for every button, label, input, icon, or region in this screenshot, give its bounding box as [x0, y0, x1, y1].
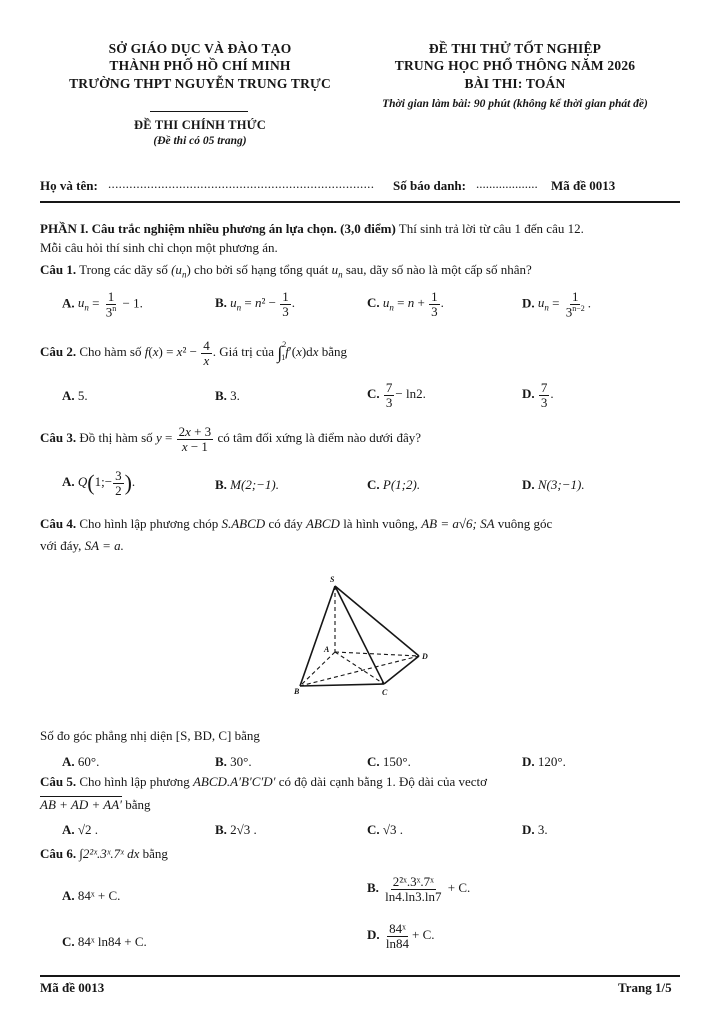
q1-stem — [40, 262, 532, 280]
q6-text-b: bằng — [139, 846, 168, 861]
q3-stem: Câu 3. Đồ thị hàm số y = $\frac{2x + 3}{x - 1}$ có tâm đối xứng là điểm nào dưới đây? — [40, 424, 422, 454]
q3-option-d[interactable]: D. N(3;−1). — [522, 477, 585, 492]
q4-option-d[interactable]: D. 120°. — [522, 754, 566, 769]
id-label: Số báo danh: — [393, 178, 466, 193]
q2-stem: Câu 2. Cho hàm số f(x) = x² − $\frac{4}{x}$ . Giá trị của ∫$^2_1$f′(x)dx bằng — [40, 338, 347, 368]
q5-text: Cho hình lập phương — [76, 774, 193, 789]
q4-base: ABCD — [305, 516, 340, 531]
q1-option-c[interactable]: C. $u_n = n$ + $\frac{1}{3}$ . — [367, 289, 444, 319]
q3-option-a[interactable]: A. Q(1;− $\frac{3}{2}$ ). — [62, 468, 136, 498]
q4-question: Số đo góc phẳng nhị diện [S, BD, C] bằng — [40, 728, 260, 743]
q5-option-b[interactable]: B. 2√3 . — [215, 822, 257, 837]
q1-text-c: sau, dãy số nào là một cấp số nhân? — [342, 262, 532, 277]
q6-integral: ∫2²ˣ.3ˣ.7ˣ dx — [79, 846, 140, 861]
edge-cd — [384, 656, 419, 684]
point-a: A — [324, 645, 330, 654]
footer-page: Trang 1/5 — [618, 980, 672, 995]
school-name: TRƯỜNG THPT NGUYỄN TRUNG TRỰC — [69, 76, 331, 91]
part1-desc2: Mỗi câu hỏi thí sinh chỉ chọn một phương án. — [40, 240, 278, 255]
q1-option-b[interactable]: B. $u_n = n^2$ − $\frac{1}{3}$ . — [215, 289, 295, 319]
q5-cube: ABCD.A′B′C′D′ — [192, 774, 276, 789]
q3-label: Câu 3. — [40, 430, 77, 446]
q5-stem-2 — [40, 797, 151, 813]
q4-stem-2 — [40, 538, 124, 554]
edge-ad — [335, 652, 419, 656]
name-label: Họ và tên: — [40, 178, 98, 193]
edge-sc — [335, 586, 384, 684]
q5-text-c: bằng — [122, 797, 151, 812]
q5-option-d[interactable]: D. 3. — [522, 822, 548, 837]
q4-text-e: vuông góc — [494, 516, 553, 531]
q2-text: Cho hàm số — [76, 344, 145, 360]
pyramid-figure — [290, 572, 440, 702]
q5-option-a[interactable]: A. √2 . — [62, 822, 99, 837]
q4-option-a[interactable]: A. 60°. — [62, 754, 100, 769]
info-rule — [40, 201, 680, 203]
q1-text-b: ) cho bởi số hạng tổng quát — [186, 262, 332, 277]
q2-label: Câu 2. — [40, 344, 77, 360]
header-divider — [150, 111, 248, 112]
q5-option-c[interactable]: C. √3 . — [367, 822, 404, 837]
q5-label: Câu 5. — [40, 774, 77, 789]
q1-option-d[interactable]: D. $u_n$ = $\frac{1}{3^{n-2}}$ . — [522, 289, 591, 319]
footer-rule — [40, 975, 680, 977]
point-d: D — [422, 652, 428, 661]
point-s: S — [330, 575, 335, 584]
q5-vector: AB + AD + AA′ — [40, 797, 123, 812]
exam-title: ĐỀ THI THỬ TỐT NGHIỆP — [428, 41, 602, 56]
part1-desc: Thí sinh trả lời từ câu 1 đến câu 12. — [395, 221, 584, 236]
name-blank: ........................................................................... — [108, 176, 375, 191]
q2-option-d[interactable]: D. $\frac{7}{3}$ . — [522, 380, 554, 410]
q3-option-c[interactable]: C. P(1;2). — [367, 477, 421, 492]
q6-option-c[interactable]: C. 84ˣ ln84 + C. — [62, 934, 147, 949]
q4-text-b: có đáy — [265, 516, 306, 531]
time-note: Thời gian làm bài: 90 phút (không kể thời gian phát đề) — [382, 98, 648, 110]
q1-option-a[interactable]: A. $u_n$ = $\frac{1}{3^n}$ − 1. — [62, 289, 143, 319]
q1-seq: ($u_n$ — [171, 262, 187, 280]
q4-ab: AB = a√6; — [421, 516, 477, 531]
q4-option-b[interactable]: B. 30°. — [215, 754, 252, 769]
q2-text-c: bằng — [318, 344, 347, 360]
q3-text: Đồ thị hàm số — [76, 430, 156, 446]
point-c: C — [382, 688, 388, 697]
q6-stem — [40, 846, 168, 862]
q6-label: Câu 6. — [40, 846, 77, 861]
footer-code: Mã đề 0013 — [40, 980, 105, 995]
q4-text-c: là hình vuông, — [339, 516, 422, 531]
q2-option-a[interactable]: A. 5. — [62, 388, 88, 403]
part1-title: PHẦN I. Câu trắc nghiệm nhiều phương án lựa chọn. (3,0 điểm) — [40, 221, 396, 236]
q1-un: $u_n$ — [331, 262, 343, 280]
dept-name: SỞ GIÁO DỤC VÀ ĐÀO TẠO — [108, 41, 292, 56]
city-name: THÀNH PHỐ HỒ CHÍ MINH — [109, 58, 291, 73]
edge-bc — [300, 684, 384, 686]
q6-option-b[interactable]: B. $\frac{\text{2²ˣ.3ˣ.7ˣ}}{\ln 4.\ln 3.\ln 7}$ + C. — [367, 874, 471, 904]
exam-level: TRUNG HỌC PHỔ THÔNG NĂM 2026 — [394, 58, 636, 73]
official-label: ĐỀ THI CHÍNH THỨC — [133, 118, 266, 132]
pages-note: (Đề thi có 05 trang) — [153, 135, 247, 147]
q4-pyramid: S.ABCD — [221, 516, 266, 531]
q4-line2: với đáy, — [40, 538, 85, 553]
q6-option-a[interactable]: A. 84ˣ + C. — [62, 888, 121, 903]
q4-text: Cho hình lập phương chóp — [76, 516, 222, 531]
q5-stem — [40, 774, 487, 790]
q2-text-b: . Giá trị của — [212, 344, 278, 360]
q1-label: Câu 1. — [40, 262, 77, 277]
q4-option-c[interactable]: C. 150°. — [367, 754, 411, 769]
q4-sa: SA = a. — [84, 538, 124, 553]
edge-sb — [300, 586, 335, 686]
q2-option-b[interactable]: B. 3. — [215, 388, 240, 403]
q3-option-b[interactable]: B. M(2;−1). — [215, 477, 280, 492]
q6-option-d[interactable]: D. $\frac{\text{84ˣ}}{\ln 84}$ + C. — [367, 921, 435, 951]
part1-heading — [40, 221, 584, 237]
q5-text-b: có độ dài cạnh bằng 1. Độ dài của vectơ — [275, 774, 488, 789]
q3-text-b: có tâm đối xứng là điểm nào dưới đây? — [214, 430, 422, 446]
q4-label: Câu 4. — [40, 516, 77, 531]
q1-text: Trong các dãy số — [76, 262, 172, 277]
q2-option-c[interactable]: C. $\frac{7}{3}$ − ln2. — [367, 380, 426, 410]
subject: BÀI THI: TOÁN — [464, 76, 566, 91]
exam-code: Mã đề 0013 — [551, 178, 616, 193]
q4-stem — [40, 516, 552, 532]
point-b: B — [294, 687, 300, 696]
q4-sa-ref: SA — [476, 516, 495, 531]
id-blank: ................... — [476, 176, 538, 191]
edge-sd — [335, 586, 419, 656]
